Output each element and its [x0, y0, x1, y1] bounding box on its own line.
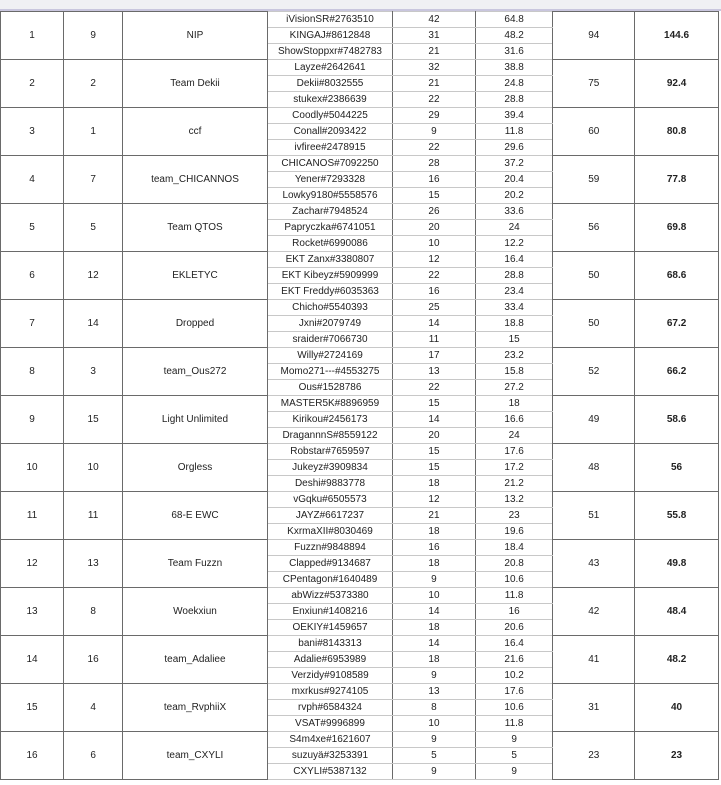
team-total-cell: 40: [635, 684, 719, 732]
player-kills-cell: 13: [393, 684, 476, 700]
table-row: [1, 444, 719, 460]
player-name-cell: Willy#2724169: [267, 348, 392, 364]
player-points-cell: 10.6: [475, 700, 553, 716]
player-kills-cell: 20: [393, 220, 476, 236]
player-name-cell: MASTER5K#8896959: [267, 396, 392, 412]
team-kills-cell: 75: [553, 60, 635, 108]
table-row: [1, 108, 719, 124]
table-row: [1, 300, 719, 316]
player-kills-cell: 29: [393, 108, 476, 124]
player-name-cell: Dekii#8032555: [267, 76, 392, 92]
player-name-cell: Layze#2642641: [267, 60, 392, 76]
seed-cell: 13: [64, 540, 123, 588]
player-kills-cell: 10: [393, 236, 476, 252]
player-kills-cell: 9: [393, 124, 476, 140]
player-kills-cell: 15: [393, 396, 476, 412]
player-kills-cell: 8: [393, 700, 476, 716]
team-kills-cell: 60: [553, 108, 635, 156]
player-points-cell: 11.8: [475, 716, 553, 732]
table-row: [1, 540, 719, 556]
seed-cell: 11: [64, 492, 123, 540]
team-name-cell: Light Unlimited: [123, 396, 268, 444]
player-points-cell: 24: [475, 220, 553, 236]
player-name-cell: Coodly#5044225: [267, 108, 392, 124]
team-total-cell: 49.8: [635, 540, 719, 588]
player-points-cell: 17.6: [475, 444, 553, 460]
player-name-cell: Jxni#2079749: [267, 316, 392, 332]
team-kills-cell: 50: [553, 300, 635, 348]
player-points-cell: 33.6: [475, 204, 553, 220]
player-points-cell: 13.2: [475, 492, 553, 508]
player-kills-cell: 14: [393, 412, 476, 428]
player-points-cell: 64.8: [475, 12, 553, 28]
team-kills-cell: 48: [553, 444, 635, 492]
player-points-cell: 29.6: [475, 140, 553, 156]
player-name-cell: Jukeyz#3909834: [267, 460, 392, 476]
player-name-cell: EKT Zanx#3380807: [267, 252, 392, 268]
team-total-cell: 23: [635, 732, 719, 780]
team-kills-cell: 49: [553, 396, 635, 444]
player-kills-cell: 21: [393, 76, 476, 92]
team-name-cell: team_CXYLI: [123, 732, 268, 780]
player-name-cell: ShowStoppxr#7482783: [267, 44, 392, 60]
player-name-cell: CXYLI#5387132: [267, 764, 392, 780]
player-name-cell: KxrmaXII#8030469: [267, 524, 392, 540]
player-points-cell: 27.2: [475, 380, 553, 396]
player-kills-cell: 18: [393, 476, 476, 492]
team-name-cell: Woekxiun: [123, 588, 268, 636]
player-name-cell: stukex#2386639: [267, 92, 392, 108]
player-points-cell: 16.6: [475, 412, 553, 428]
player-name-cell: CPentagon#1640489: [267, 572, 392, 588]
team-kills-cell: 42: [553, 588, 635, 636]
player-kills-cell: 14: [393, 316, 476, 332]
player-name-cell: OEKIY#1459657: [267, 620, 392, 636]
player-points-cell: 23.4: [475, 284, 553, 300]
team-name-cell: NIP: [123, 12, 268, 60]
rank-cell: 5: [1, 204, 64, 252]
player-kills-cell: 16: [393, 284, 476, 300]
player-kills-cell: 21: [393, 44, 476, 60]
player-kills-cell: 10: [393, 716, 476, 732]
column-header-strip: [0, 0, 721, 11]
player-kills-cell: 13: [393, 364, 476, 380]
player-kills-cell: 12: [393, 252, 476, 268]
team-name-cell: team_Adaliee: [123, 636, 268, 684]
player-points-cell: 28.8: [475, 92, 553, 108]
player-points-cell: 11.8: [475, 124, 553, 140]
rank-cell: 10: [1, 444, 64, 492]
table-row: [1, 732, 719, 748]
player-points-cell: 18: [475, 396, 553, 412]
player-name-cell: Papryczka#6741051: [267, 220, 392, 236]
player-name-cell: Conall#2093422: [267, 124, 392, 140]
team-kills-cell: 31: [553, 684, 635, 732]
seed-cell: 1: [64, 108, 123, 156]
player-name-cell: Rocket#6990086: [267, 236, 392, 252]
team-name-cell: Orgless: [123, 444, 268, 492]
player-name-cell: Adalie#6953989: [267, 652, 392, 668]
rank-cell: 7: [1, 300, 64, 348]
seed-cell: 12: [64, 252, 123, 300]
player-points-cell: 24: [475, 428, 553, 444]
player-points-cell: 24.8: [475, 76, 553, 92]
player-name-cell: Zachar#7948524: [267, 204, 392, 220]
rank-cell: 8: [1, 348, 64, 396]
player-kills-cell: 9: [393, 732, 476, 748]
player-kills-cell: 12: [393, 492, 476, 508]
team-name-cell: 68-E EWC: [123, 492, 268, 540]
player-name-cell: mxrkus#9274105: [267, 684, 392, 700]
seed-cell: 6: [64, 732, 123, 780]
team-kills-cell: 94: [553, 12, 635, 60]
seed-cell: 2: [64, 60, 123, 108]
player-name-cell: Deshi#9883778: [267, 476, 392, 492]
player-name-cell: EKT Freddy#6035363: [267, 284, 392, 300]
player-kills-cell: 14: [393, 604, 476, 620]
player-kills-cell: 15: [393, 188, 476, 204]
seed-cell: 10: [64, 444, 123, 492]
player-kills-cell: 26: [393, 204, 476, 220]
player-points-cell: 20.6: [475, 620, 553, 636]
player-name-cell: vGqku#6505573: [267, 492, 392, 508]
team-total-cell: 92.4: [635, 60, 719, 108]
player-points-cell: 37.2: [475, 156, 553, 172]
team-name-cell: team_Ous272: [123, 348, 268, 396]
player-name-cell: abWizz#5373380: [267, 588, 392, 604]
table-row: [1, 588, 719, 604]
player-points-cell: 15.8: [475, 364, 553, 380]
player-name-cell: Momo271---#4553275: [267, 364, 392, 380]
team-name-cell: Team QTOS: [123, 204, 268, 252]
player-points-cell: 21.2: [475, 476, 553, 492]
table-row: [1, 60, 719, 76]
player-kills-cell: 20: [393, 428, 476, 444]
player-points-cell: 16.4: [475, 252, 553, 268]
player-kills-cell: 22: [393, 380, 476, 396]
player-name-cell: Clapped#9134687: [267, 556, 392, 572]
seed-cell: 9: [64, 12, 123, 60]
player-name-cell: rvph#6584324: [267, 700, 392, 716]
rank-cell: 2: [1, 60, 64, 108]
table-row: [1, 396, 719, 412]
team-kills-cell: 23: [553, 732, 635, 780]
player-name-cell: sraider#7066730: [267, 332, 392, 348]
player-name-cell: EKT Kibeyz#5909999: [267, 268, 392, 284]
player-name-cell: Ous#1528786: [267, 380, 392, 396]
seed-cell: 8: [64, 588, 123, 636]
player-points-cell: 16.4: [475, 636, 553, 652]
seed-cell: 16: [64, 636, 123, 684]
seed-cell: 3: [64, 348, 123, 396]
player-points-cell: 9: [475, 732, 553, 748]
player-name-cell: Enxiun#1408216: [267, 604, 392, 620]
player-name-cell: KINGAJ#8612848: [267, 28, 392, 44]
player-points-cell: 38.8: [475, 60, 553, 76]
team-kills-cell: 52: [553, 348, 635, 396]
player-points-cell: 48.2: [475, 28, 553, 44]
player-points-cell: 18.8: [475, 316, 553, 332]
seed-cell: 5: [64, 204, 123, 252]
seed-cell: 4: [64, 684, 123, 732]
rank-cell: 9: [1, 396, 64, 444]
player-kills-cell: 15: [393, 460, 476, 476]
player-points-cell: 23: [475, 508, 553, 524]
team-total-cell: 48.2: [635, 636, 719, 684]
table-row: [1, 636, 719, 652]
player-kills-cell: 18: [393, 524, 476, 540]
team-name-cell: Team Dekii: [123, 60, 268, 108]
player-kills-cell: 22: [393, 268, 476, 284]
team-kills-cell: 51: [553, 492, 635, 540]
player-name-cell: Kirikou#2456173: [267, 412, 392, 428]
standings-table: [0, 11, 719, 780]
rank-cell: 6: [1, 252, 64, 300]
player-name-cell: Lowky9180#5558576: [267, 188, 392, 204]
table-row: [1, 156, 719, 172]
player-name-cell: Robstar#7659597: [267, 444, 392, 460]
team-kills-cell: 59: [553, 156, 635, 204]
seed-cell: 14: [64, 300, 123, 348]
rank-cell: 4: [1, 156, 64, 204]
player-kills-cell: 17: [393, 348, 476, 364]
standings-body: [1, 12, 719, 780]
player-points-cell: 21.6: [475, 652, 553, 668]
rank-cell: 3: [1, 108, 64, 156]
team-kills-cell: 41: [553, 636, 635, 684]
player-points-cell: 10.2: [475, 668, 553, 684]
team-name-cell: team_CHICANNOS: [123, 156, 268, 204]
player-points-cell: 15: [475, 332, 553, 348]
table-row: [1, 684, 719, 700]
player-name-cell: DragannnS#8559122: [267, 428, 392, 444]
player-points-cell: 23.2: [475, 348, 553, 364]
player-kills-cell: 18: [393, 652, 476, 668]
player-kills-cell: 25: [393, 300, 476, 316]
player-kills-cell: 16: [393, 172, 476, 188]
table-row: [1, 492, 719, 508]
team-name-cell: Dropped: [123, 300, 268, 348]
team-total-cell: 67.2: [635, 300, 719, 348]
team-kills-cell: 43: [553, 540, 635, 588]
player-name-cell: Fuzzn#9848894: [267, 540, 392, 556]
rank-cell: 12: [1, 540, 64, 588]
team-name-cell: team_RvphiiX: [123, 684, 268, 732]
player-kills-cell: 14: [393, 636, 476, 652]
player-points-cell: 12.2: [475, 236, 553, 252]
team-total-cell: 80.8: [635, 108, 719, 156]
player-kills-cell: 18: [393, 620, 476, 636]
team-kills-cell: 56: [553, 204, 635, 252]
table-row: [1, 348, 719, 364]
rank-cell: 13: [1, 588, 64, 636]
team-name-cell: EKLETYC: [123, 252, 268, 300]
table-row: [1, 204, 719, 220]
player-kills-cell: 22: [393, 140, 476, 156]
player-kills-cell: 16: [393, 540, 476, 556]
player-points-cell: 16: [475, 604, 553, 620]
team-total-cell: 58.6: [635, 396, 719, 444]
player-kills-cell: 9: [393, 668, 476, 684]
player-points-cell: 28.8: [475, 268, 553, 284]
rank-cell: 15: [1, 684, 64, 732]
player-kills-cell: 11: [393, 332, 476, 348]
player-kills-cell: 18: [393, 556, 476, 572]
player-name-cell: ivfiree#2478915: [267, 140, 392, 156]
team-name-cell: Team Fuzzn: [123, 540, 268, 588]
team-total-cell: 66.2: [635, 348, 719, 396]
player-points-cell: 31.6: [475, 44, 553, 60]
player-kills-cell: 22: [393, 92, 476, 108]
team-total-cell: 68.6: [635, 252, 719, 300]
player-name-cell: suzuyä#3253391: [267, 748, 392, 764]
team-total-cell: 144.6: [635, 12, 719, 60]
player-points-cell: 18.4: [475, 540, 553, 556]
team-total-cell: 55.8: [635, 492, 719, 540]
player-points-cell: 39.4: [475, 108, 553, 124]
seed-cell: 7: [64, 156, 123, 204]
player-name-cell: Chicho#5540393: [267, 300, 392, 316]
player-kills-cell: 9: [393, 572, 476, 588]
player-kills-cell: 21: [393, 508, 476, 524]
team-total-cell: 48.4: [635, 588, 719, 636]
player-name-cell: S4m4xe#1621607: [267, 732, 392, 748]
seed-cell: 15: [64, 396, 123, 444]
rank-cell: 1: [1, 12, 64, 60]
player-name-cell: JAYZ#6617237: [267, 508, 392, 524]
player-kills-cell: 5: [393, 748, 476, 764]
player-name-cell: iVisionSR#2763510: [267, 12, 392, 28]
player-points-cell: 17.2: [475, 460, 553, 476]
player-kills-cell: 32: [393, 60, 476, 76]
rank-cell: 16: [1, 732, 64, 780]
player-name-cell: CHICANOS#7092250: [267, 156, 392, 172]
table-row: [1, 252, 719, 268]
player-kills-cell: 10: [393, 588, 476, 604]
player-kills-cell: 28: [393, 156, 476, 172]
player-points-cell: 17.6: [475, 684, 553, 700]
rank-cell: 11: [1, 492, 64, 540]
player-points-cell: 20.2: [475, 188, 553, 204]
player-name-cell: Yener#7293328: [267, 172, 392, 188]
player-kills-cell: 9: [393, 764, 476, 780]
table-row: [1, 12, 719, 28]
player-points-cell: 20.8: [475, 556, 553, 572]
team-total-cell: 56: [635, 444, 719, 492]
team-total-cell: 77.8: [635, 156, 719, 204]
team-total-cell: 69.8: [635, 204, 719, 252]
team-kills-cell: 50: [553, 252, 635, 300]
player-kills-cell: 15: [393, 444, 476, 460]
player-points-cell: 19.6: [475, 524, 553, 540]
team-name-cell: ccf: [123, 108, 268, 156]
player-points-cell: 10.6: [475, 572, 553, 588]
player-points-cell: 33.4: [475, 300, 553, 316]
player-points-cell: 11.8: [475, 588, 553, 604]
rank-cell: 14: [1, 636, 64, 684]
player-kills-cell: 42: [393, 12, 476, 28]
player-name-cell: bani#8143313: [267, 636, 392, 652]
player-points-cell: 20.4: [475, 172, 553, 188]
player-name-cell: Verzidy#9108589: [267, 668, 392, 684]
player-kills-cell: 31: [393, 28, 476, 44]
player-points-cell: 9: [475, 764, 553, 780]
player-points-cell: 5: [475, 748, 553, 764]
player-name-cell: VSAT#9996899: [267, 716, 392, 732]
